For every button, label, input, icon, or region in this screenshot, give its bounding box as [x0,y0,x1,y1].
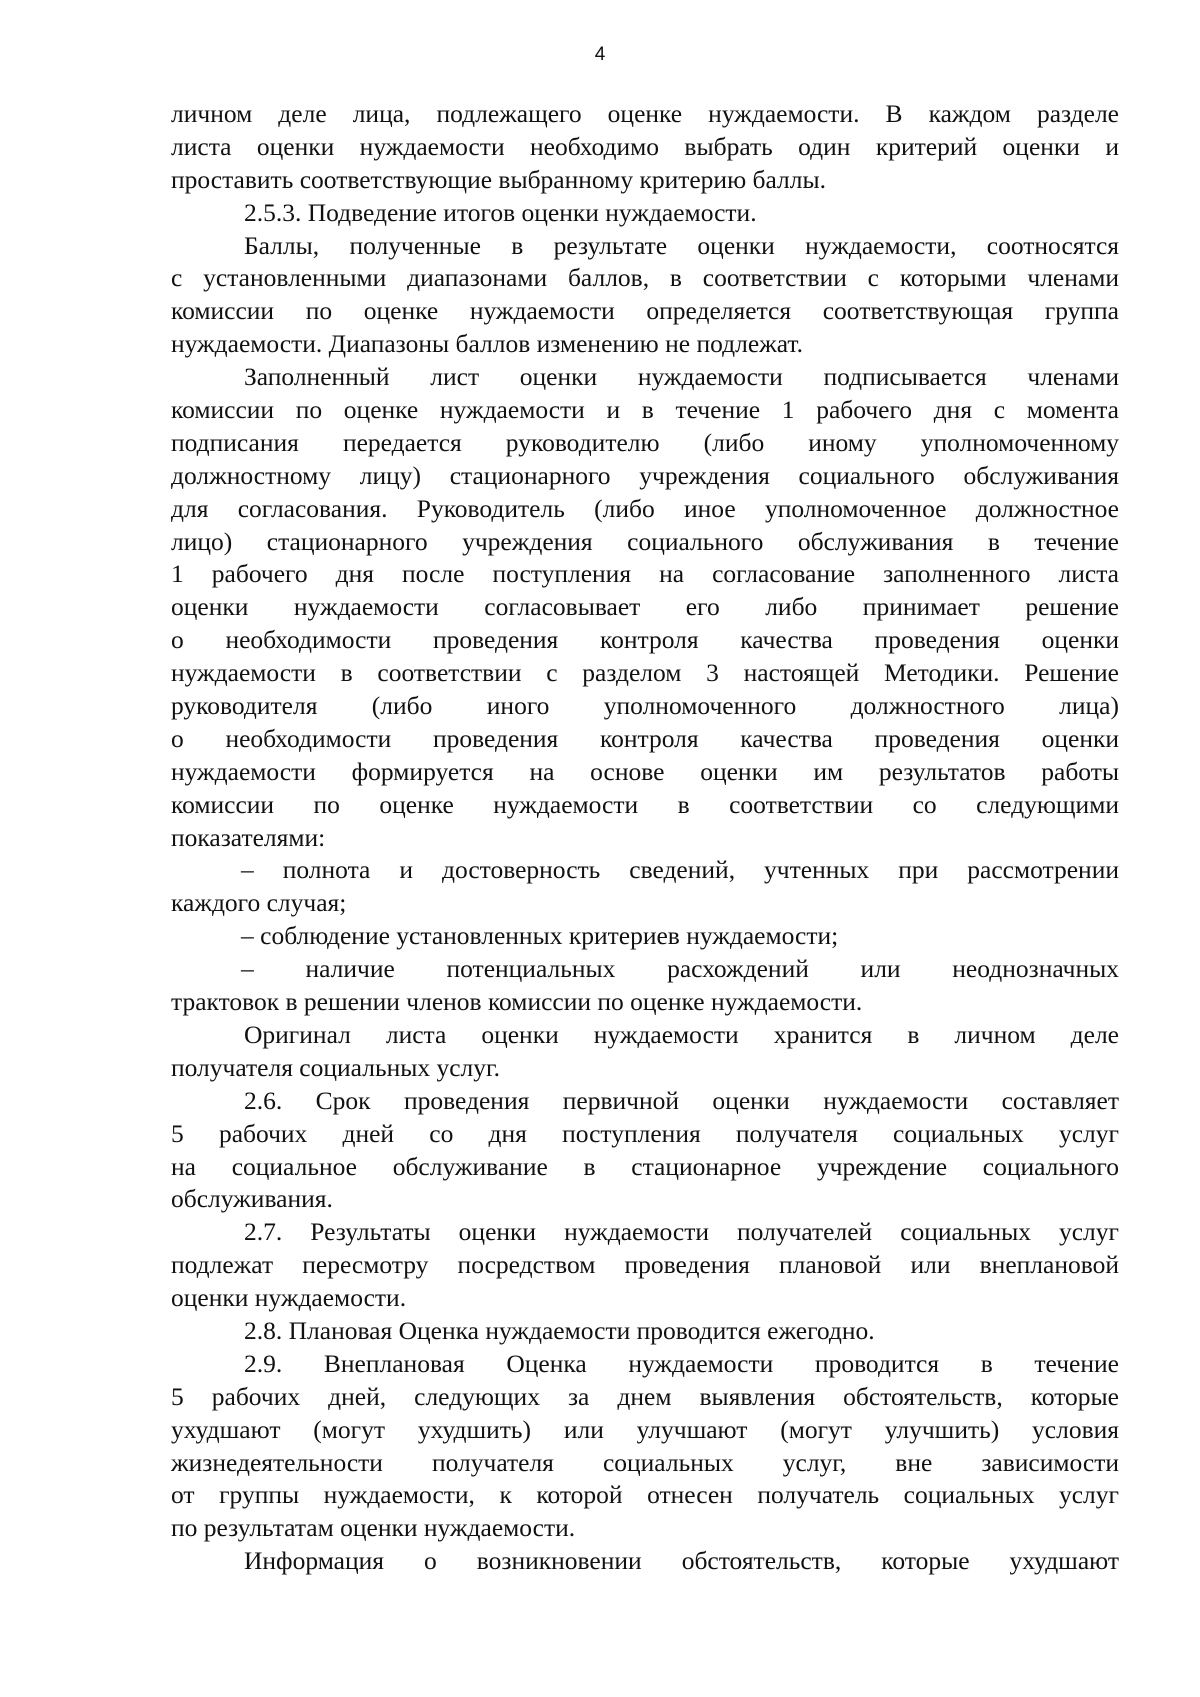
text-line: нуждаемости формируется на основе оценки им результатов работы [171,756,1119,786]
text-line: проставить соответствующие выбранному критерию баллы. [171,164,826,194]
text-line: для согласования. Руководитель (либо иное уполномоченное должностное [171,493,1119,523]
text-line: о необходимости проведения контроля качества проведения оценки [171,625,1119,655]
text-line: 5 рабочих дней, следующих за днем выявления обстоятельств, которые [171,1381,1119,1411]
text-line: трактовок в решении членов комиссии по оценке нуждаемости. [171,987,863,1017]
text-line: 1 рабочего дня после поступления на согласование заполненного листа [171,559,1119,589]
text-line: Баллы, полученные в результате оценки нуждаемости, соотносятся [244,230,1119,260]
text-line: от группы нуждаемости, к которой отнесен получатель социальных услуг [171,1480,1119,1510]
text-line: лицо) стационарного учреждения социального обслуживания в течение [171,526,1119,556]
text-line: получателя социальных услуг. [171,1052,500,1082]
text-line: – наличие потенциальных расхождений или неоднозначных [241,954,1119,984]
text-line: – соблюдение установленных критериев нуждаемости; [241,921,839,951]
text-line: Оригинал листа оценки нуждаемости хранится в личном деле [244,1019,1119,1049]
text-line: жизнедеятельности получателя социальных услуг, вне зависимости [171,1447,1119,1477]
text-line: руководителя (либо иного уполномоченного должностного лица) [171,691,1119,721]
text-line: подлежат пересмотру посредством проведения плановой или внеплановой [171,1250,1119,1280]
page-number: 4 [594,44,606,65]
text-line: о необходимости проведения контроля качества проведения оценки [171,723,1119,753]
text-line: 2.8. Плановая Оценка нуждаемости проводится ежегодно. [244,1315,875,1345]
text-line: 2.7. Результаты оценки нуждаемости получателей социальных услуг [244,1217,1119,1247]
text-line: – полнота и достоверность сведений, учтенных при рассмотрении [241,855,1119,885]
text-line: показателями: [171,822,326,852]
text-line: каждого случая; [171,888,347,918]
text-line: Информация о возникновении обстоятельств, которые ухудшают [244,1546,1119,1576]
text-line: обслуживания. [171,1184,333,1214]
document-body [171,98,1119,1578]
text-line: листа оценки нуждаемости необходимо выбрать один критерий оценки и [171,131,1119,161]
text-line: оценки нуждаемости. [171,1283,407,1313]
text-line: комиссии по оценке нуждаемости и в течение 1 рабочего дня с момента [171,395,1119,425]
text-line: с установленными диапазонами баллов, в соответствии с которыми членами [171,263,1119,293]
text-line: 2.5.3. Подведение итогов оценки нуждаемости. [244,197,757,227]
text-line: нуждаемости в соответствии с разделом 3 настоящей Методики. Решение [171,658,1119,688]
text-line: личном деле лица, подлежащего оценке нуждаемости. В каждом разделе [171,99,1119,128]
text-line: 2.9. Внеплановая Оценка нуждаемости проводится в течение [244,1348,1119,1378]
text-line: нуждаемости. Диапазоны баллов изменению не подлежат. [171,329,804,359]
text-line: ухудшают (могут ухудшить) или улучшают (могут улучшить) условия [171,1414,1119,1444]
text-line: должностному лицу) стационарного учреждения социального обслуживания [171,460,1119,490]
text-line: подписания передается руководителю (либо иному уполномоченному [171,427,1119,457]
text-line: комиссии по оценке нуждаемости определяется соответствующая группа [171,296,1119,326]
text-line: комиссии по оценке нуждаемости в соответствии со следующими [171,789,1119,819]
text-line: Заполненный лист оценки нуждаемости подписывается членами [244,362,1119,392]
text-line: 5 рабочих дней со дня поступления получателя социальных услуг [171,1118,1119,1148]
text-line: на социальное обслуживание в стационарное учреждение социального [171,1151,1119,1181]
text-line: по результатам оценки нуждаемости. [171,1513,576,1543]
text-line: оценки нуждаемости согласовывает его либо принимает решение [171,592,1119,622]
text-line: 2.6. Срок проведения первичной оценки нуждаемости составляет [244,1085,1119,1115]
